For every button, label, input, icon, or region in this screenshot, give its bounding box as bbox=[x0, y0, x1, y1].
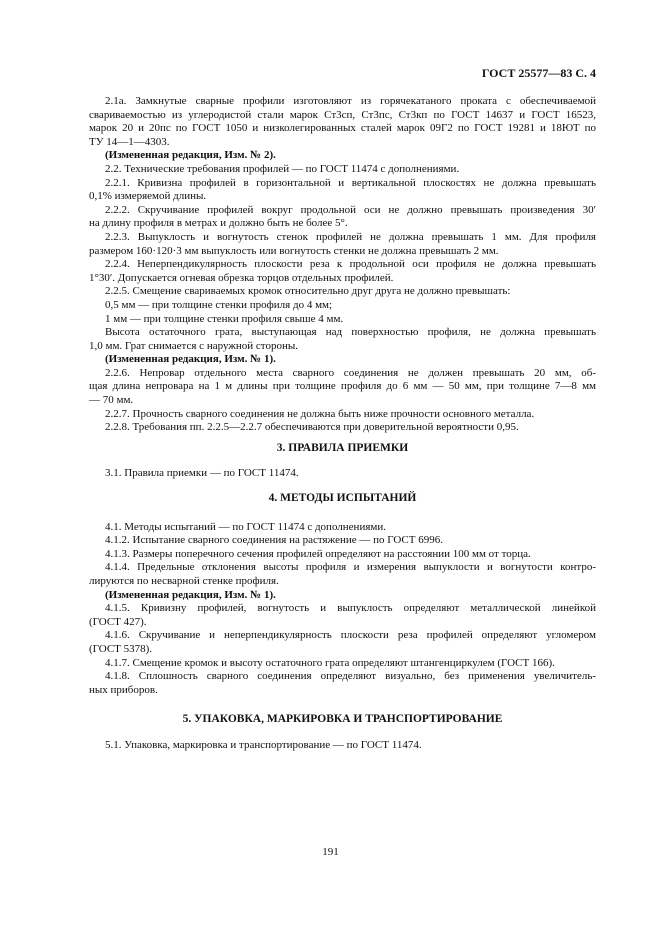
text-line: 4.1.2. Испытание сварного соединения на растяжение — по ГОСТ 6996. bbox=[105, 534, 443, 547]
page-header: ГОСТ 25577—83 С. 4 bbox=[481, 66, 596, 80]
text-line: Высота остаточного грата, выступающая над поверхностью профиля, не должна превышать bbox=[105, 326, 596, 339]
text-line: 4.1.6. Скручивание и неперпендикулярность плоскости реза профилей определяют угломером bbox=[105, 629, 596, 642]
text-line: 0,1% измеряемой длины. bbox=[89, 190, 207, 203]
text-line: 2.2.1. Кривизна профилей в горизонтальной и вертикальной плоскостях не должна превышать bbox=[105, 176, 596, 189]
paragraph bbox=[89, 204, 596, 231]
section-heading: 3. ПРАВИЛА ПРИЕМКИ bbox=[276, 441, 409, 454]
text-line: 2.2.5. Смещение свариваемых кромок относительно друг друга не должно превышать: bbox=[105, 285, 511, 298]
text-line: лируются по несварной стенке профиля. bbox=[89, 575, 279, 587]
text-line: (Измененная редакция, Изм. № 2). bbox=[105, 149, 276, 162]
text-line: марок 20 и 20пс по ГОСТ 1050 и низколегированных сталей марок 09Г2 по ГОСТ 19281 и 18ЮТ по bbox=[89, 122, 596, 135]
text-line: 2.2. Технические требования профилей — по ГОСТ 11474 с дополнениями. bbox=[105, 162, 460, 175]
paragraph bbox=[89, 629, 596, 656]
text-line: 2.2.4. Неперпендикулярность плоскости реза к продольной оси профиля не должна превышать bbox=[105, 258, 596, 271]
paragraph bbox=[89, 285, 596, 299]
text-line: 4.1.7. Смещение кромок и высоту остаточного грата определяют штангенциркулем (ГОСТ 166). bbox=[105, 656, 555, 669]
text-line: (Измененная редакция, Изм. № 1). bbox=[105, 588, 276, 601]
page-number: 191 bbox=[322, 846, 339, 858]
paragraph bbox=[89, 408, 596, 422]
paragraph bbox=[89, 313, 596, 327]
text-line: свариваемостью из углеродистой стали марок Ст3сп, Ст3пс, Ст3кп по ГОСТ 14637 и ГОСТ 16523, bbox=[89, 108, 596, 121]
text-line: (ГОСТ 5378). bbox=[89, 642, 153, 655]
paragraph bbox=[89, 326, 596, 353]
paragraph bbox=[89, 367, 596, 408]
text-line: 3.1. Правила приемки — по ГОСТ 11474. bbox=[105, 467, 299, 480]
text-line: ных приборов. bbox=[89, 683, 158, 696]
paragraph bbox=[89, 534, 596, 548]
text-line: 4.1. Методы испытаний — по ГОСТ 11474 с дополнениями. bbox=[105, 520, 386, 533]
paragraph bbox=[89, 521, 596, 535]
text-line: на длину профиля в метрах и должно быть не более 5°. bbox=[89, 217, 348, 230]
paragraph bbox=[89, 163, 596, 177]
amendment-note bbox=[89, 353, 596, 367]
text-line: 2.2.7. Прочность сварного соединения не должна быть ниже прочности основного металла. bbox=[105, 407, 535, 420]
amendment-note bbox=[89, 589, 596, 603]
text-line: 5.1. Упаковка, маркировка и транспортирование — по ГОСТ 11474. bbox=[105, 738, 422, 751]
text-line: 4.1.4. Предельные отклонения высоты профиля и измерения выпуклости и вогнутости контро- bbox=[105, 561, 596, 574]
paragraph bbox=[89, 670, 596, 697]
section-heading: 5. УПАКОВКА, МАРКИРОВКА И ТРАНСПОРТИРОВАНИЕ bbox=[182, 713, 503, 726]
paragraph bbox=[89, 231, 596, 258]
text-line: 1,0 мм. Грат снимается с наружной стороны. bbox=[89, 339, 298, 352]
paragraph bbox=[89, 657, 596, 671]
amendment-note bbox=[89, 149, 596, 163]
text-line: 0,5 мм — при толщине стенки профиля до 4 мм; bbox=[105, 298, 333, 311]
paragraph bbox=[89, 467, 596, 481]
text-line: размером 160·120·3 мм выпуклость или вогнутость стенки не должна превышать 2 мм. bbox=[89, 244, 499, 257]
paragraph bbox=[89, 602, 596, 629]
text-line: 2.2.6. Непровар отдельного места сварного соединения не должен превышать 20 мм, об- bbox=[105, 366, 596, 379]
paragraph bbox=[89, 95, 596, 149]
paragraph bbox=[89, 548, 596, 562]
paragraph bbox=[89, 561, 596, 588]
text-line: 2.2.2. Скручивание профилей вокруг продольной оси не должно превышать произведения 30′ bbox=[105, 203, 596, 216]
text-line: (ГОСТ 427). bbox=[89, 615, 147, 628]
section-heading: 4. МЕТОДЫ ИСПЫТАНИЙ bbox=[268, 492, 417, 505]
text-line: 2.2.8. Требования пп. 2.2.5—2.2.7 обеспечиваются при доверительной вероятности 0,95. bbox=[105, 421, 519, 434]
text-line: (Измененная редакция, Изм. № 1). bbox=[105, 353, 276, 366]
document-body bbox=[89, 95, 596, 753]
text-line: 2.1а. Замкнутые сварные профили изготовляют из горячекатаного проката с обеспечиваемой bbox=[105, 95, 596, 107]
text-line: 4.1.3. Размеры поперечного сечения профилей определяют на расстоянии 100 мм от торца. bbox=[105, 547, 531, 560]
paragraph bbox=[89, 177, 596, 204]
paragraph bbox=[89, 258, 596, 285]
text-line: щая длина непровара на 1 м длины при толщине профиля до 6 мм — 50 мм, при толщине 7—8 мм bbox=[89, 380, 596, 393]
text-line: 2.2.3. Выпуклость и вогнутость стенок профилей не должна превышать 1 мм. Для профиля bbox=[105, 230, 596, 243]
paragraph bbox=[89, 421, 596, 435]
paragraph bbox=[89, 739, 596, 753]
text-line: 1 мм — при толщине стенки профиля свыше 4 мм. bbox=[105, 312, 344, 325]
text-line: 4.1.8. Сплошность сварного соединения определяют визуально, без применения увеличитель- bbox=[105, 670, 596, 683]
text-line: 1°30′. Допускается огневая обрезка торцов отдельных профилей. bbox=[89, 271, 394, 284]
text-line: 4.1.5. Кривизну профилей, вогнутость и выпуклость определяют металлической линейкой bbox=[105, 602, 596, 615]
text-line: ТУ 14—1—4303. bbox=[89, 135, 170, 148]
text-line: — 70 мм. bbox=[89, 394, 134, 407]
paragraph bbox=[89, 299, 596, 313]
